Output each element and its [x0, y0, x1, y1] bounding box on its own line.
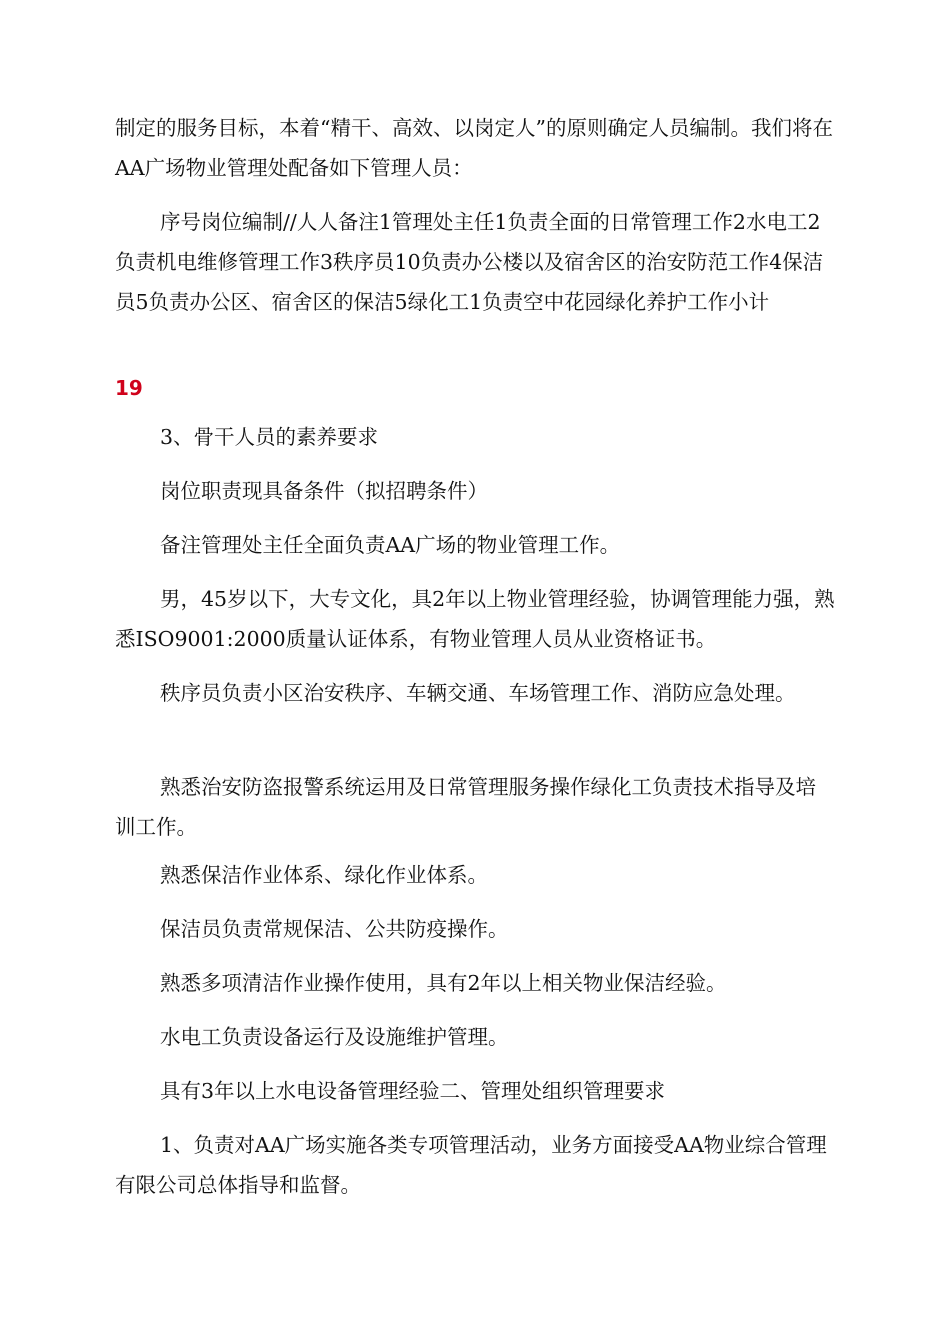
paragraph-staffing-table: 序号岗位编制//人人备注1管理处主任1负责全面的日常管理工作2水电工2负责机电维修管理工作3秩序员10负责办公楼以及宿舍区的治安防范工作4保洁员5负责办公区、宿舍区的保洁5绿化工1负责空中花园绿化养护工作小计 [115, 210, 824, 314]
paragraph-electrician-requirements: 具有3年以上水电设备管理经验二、管理处组织管理要求 [160, 1079, 666, 1103]
paragraph-greening-requirements: 熟悉保洁作业体系、绿化作业体系。 [160, 863, 488, 887]
paragraph-management-requirement-1: 1、负责对AA广场实施各类专项管理活动，业务方面接受AA物业综合管理有限公司总体指导和监督。 [115, 1133, 827, 1197]
paragraph-security-duty: 秩序员负责小区治安秩序、车辆交通、车场管理工作、消防应急处理。 [160, 681, 796, 705]
paragraph-security-requirements: 熟悉治安防盗报警系统运用及日常管理服务操作绿化工负责技术指导及培训工作。 [115, 775, 816, 839]
paragraph-director-requirements: 男，45岁以下，大专文化，具2年以上物业管理经验，协调管理能力强，熟悉ISO9001:2000质量认证体系，有物业管理人员从业资格证书。 [115, 587, 835, 651]
paragraph-director-duty: 备注管理处主任全面负责AA广场的物业管理工作。 [160, 533, 621, 557]
paragraph-electrician-duty: 水电工负责设备运行及设施维护管理。 [160, 1025, 509, 1049]
paragraph-cleaner-requirements: 熟悉多项清洁作业操作使用，具有2年以上相关物业保洁经验。 [160, 971, 727, 995]
page-number: 19 [115, 376, 143, 400]
section-heading-qualifications: 3、骨干人员的素养要求 [160, 425, 379, 449]
paragraph-job-duties-header: 岗位职责现具备条件（拟招聘条件） [160, 479, 488, 503]
paragraph-cleaner-duty: 保洁员负责常规保洁、公共防疫操作。 [160, 917, 509, 941]
paragraph-staffing-intro: 制定的服务目标，本着“精干、高效、以岗定人”的原则确定人员编制。我们将在AA广场物业管理处配备如下管理人员： [115, 116, 833, 180]
